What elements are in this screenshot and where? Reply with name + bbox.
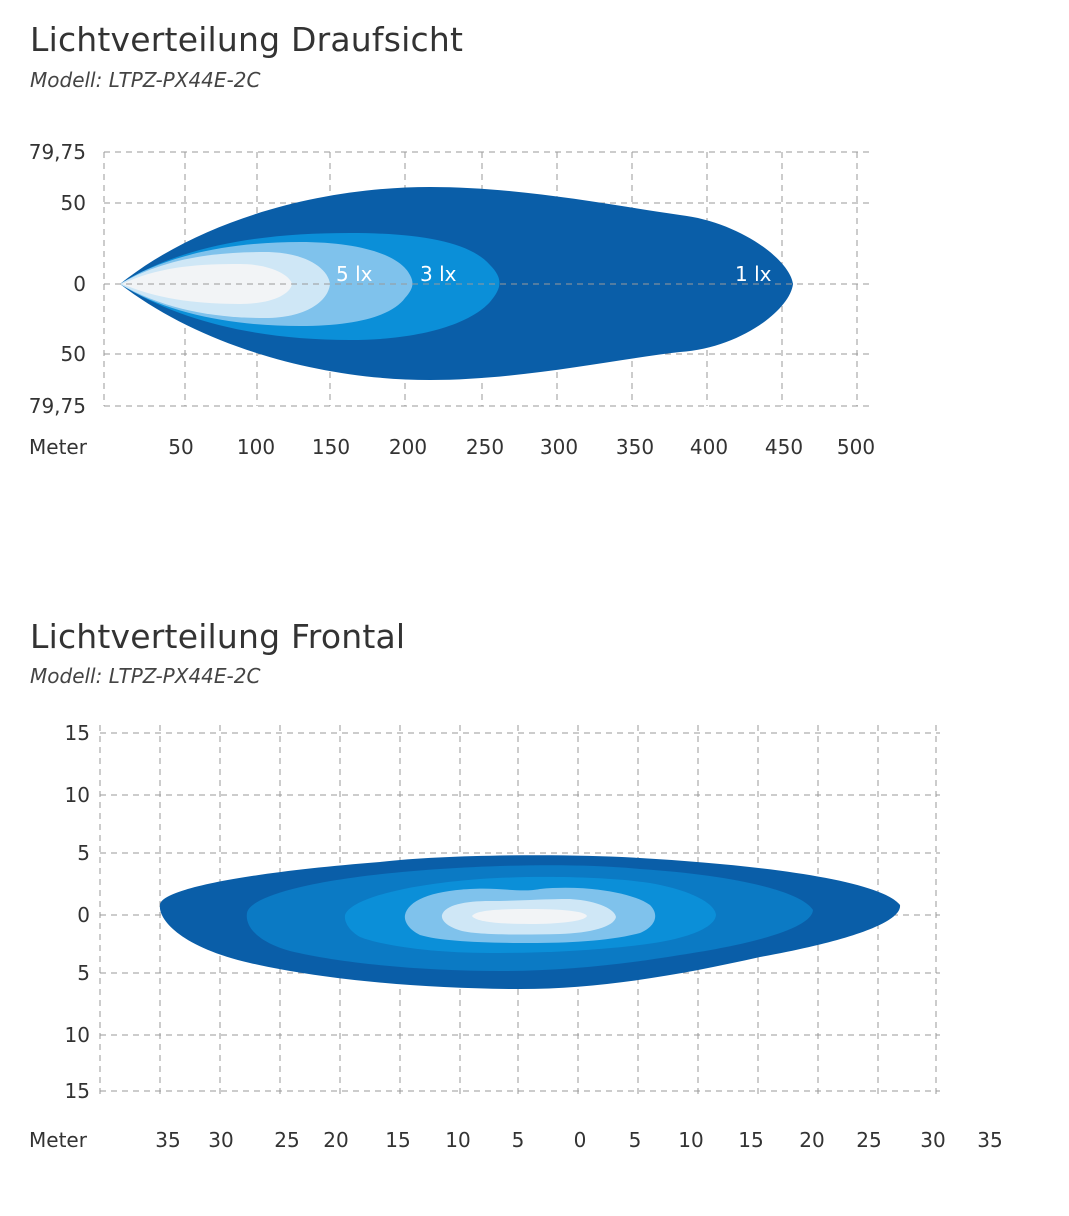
x-tick-label: 15 [738,1128,764,1152]
chart-title-top-view: Lichtverteilung Draufsicht [30,20,464,59]
x-tick-label: 150 [311,435,351,459]
top-view-chart [0,130,1069,470]
x-tick-label: 25 [856,1128,882,1152]
y-tick-label: 0 [73,272,86,296]
y-tick-label: 5 [77,841,90,865]
x-tick-label: 350 [615,435,655,459]
x-tick-label: 300 [539,435,579,459]
x-axis-unit-label: Meter [29,435,87,459]
y-tick-label: 79,75 [28,394,86,418]
x-tick-label: 200 [388,435,428,459]
x-tick-label: 250 [465,435,505,459]
y-tick-label: 15 [64,1079,90,1103]
y-tick-label: 10 [64,783,90,807]
front-zone-center [472,909,587,924]
x-tick-label: 5 [511,1128,525,1152]
x-axis-unit-label: Meter [29,1128,87,1152]
x-tick-label: 35 [155,1128,181,1152]
x-tick-label: 400 [689,435,729,459]
label-1lx: 1 lx [735,262,772,286]
x-tick-label: 20 [799,1128,825,1152]
x-tick-label: 35 [977,1128,1003,1152]
front-view-isolux-zones [160,855,900,989]
y-tick-label: 50 [60,191,86,215]
top-view-y-axis-labels [29,140,86,418]
x-tick-label: 30 [208,1128,234,1152]
x-tick-label: 450 [764,435,804,459]
x-tick-label: 30 [920,1128,946,1152]
front-view-chart [0,705,1069,1165]
label-5lx: 5 lx [336,262,373,286]
x-tick-label: 5 [628,1128,642,1152]
top-view-x-axis-labels [29,435,875,459]
x-tick-label: 25 [274,1128,300,1152]
y-tick-label: 79,75 [28,140,86,164]
x-tick-label: 0 [573,1128,587,1152]
x-tick-label: 500 [836,435,876,459]
label-3lx: 3 lx [420,262,457,286]
x-tick-label: 20 [323,1128,349,1152]
y-tick-label: 10 [64,1023,90,1047]
chart-subtitle-front-view: Modell: LTPZ-PX44E-2C [30,664,261,688]
x-tick-label: 10 [678,1128,704,1152]
x-tick-label: 100 [236,435,276,459]
front-view-y-axis-labels [65,721,90,1103]
chart-subtitle-top-view: Modell: LTPZ-PX44E-2C [30,68,261,92]
x-tick-label: 10 [445,1128,471,1152]
y-tick-label: 15 [64,721,90,745]
y-tick-label: 50 [60,342,86,366]
y-tick-label: 5 [77,961,90,985]
chart-title-front-view: Lichtverteilung Frontal [30,617,406,656]
front-view-x-axis-labels [29,1128,1003,1152]
x-tick-label: 15 [385,1128,411,1152]
y-tick-label: 0 [77,903,90,927]
x-tick-label: 50 [168,435,194,459]
